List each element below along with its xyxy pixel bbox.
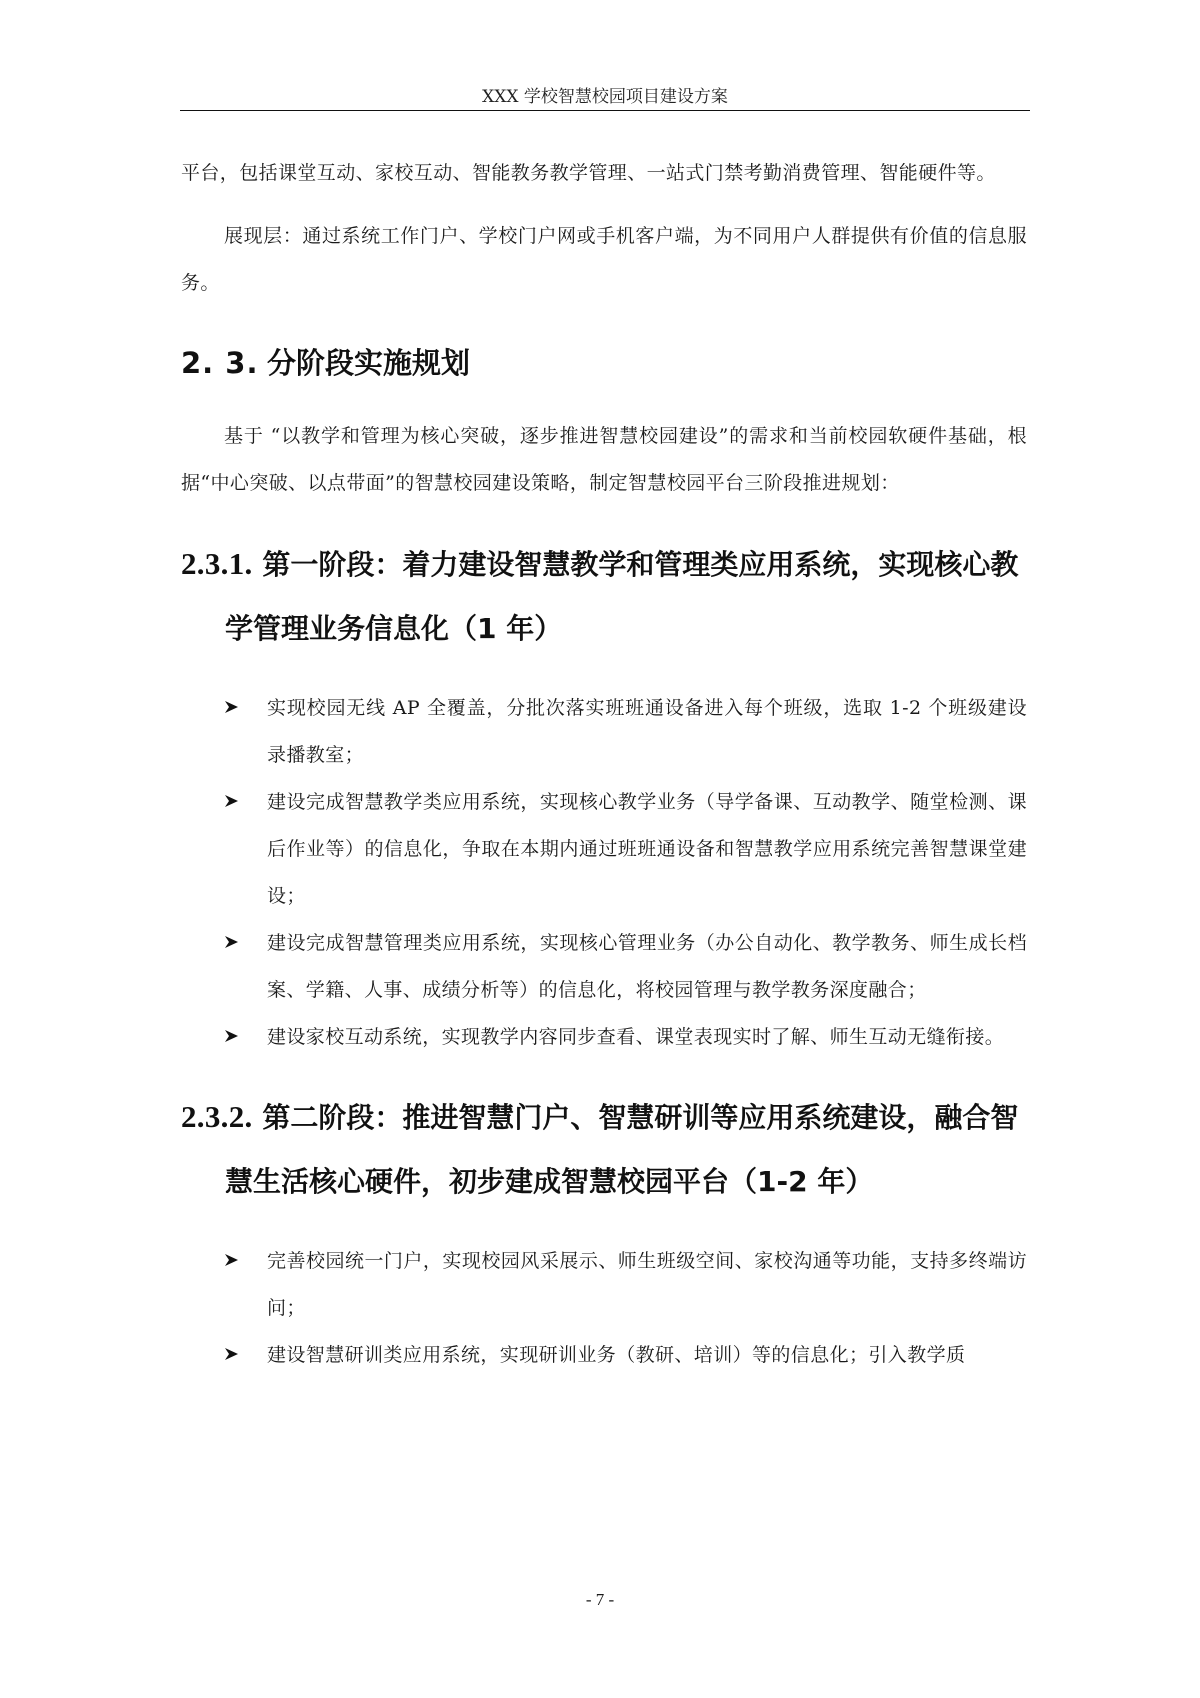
section-2-3-2-title: 第二阶段：推进智慧门户、智慧研训等应用系统建设，融合智慧生活核心硬件，初步建成智慧校园平台（1-2 年） <box>225 1101 1019 1198</box>
arrow-bullet-icon <box>181 920 267 1014</box>
intro-paragraph-2: 展现层：通过系统工作门户、学校门户网或手机客户端，为不同用户人群提供有价值的信息服务。 <box>181 225 1027 294</box>
page-content <box>181 150 1027 1379</box>
arrow-bullet-icon <box>181 779 267 920</box>
phase-1-list <box>181 685 1027 1061</box>
list-item: 建设智慧研训类应用系统，实现研训业务（教研、培训）等的信息化；引入教学质 <box>181 1332 1027 1379</box>
list-item: 建设家校互动系统，实现教学内容同步查看、课堂表现实时了解、师生互动无缝衔接。 <box>181 1014 1027 1061</box>
intro-paragraph-1: 平台，包括课堂互动、家校互动、智能教务教学管理、一站式门禁考勤消费管理、智能硬件等。 <box>181 162 996 184</box>
section-2-3-1-title: 第一阶段：着力建设智慧教学和管理类应用系统，实现核心教学管理业务信息化（1 年） <box>225 548 1019 645</box>
section-2-3-title: 分阶段实施规划 <box>267 346 471 380</box>
page-number: - 7 - <box>585 1590 615 1609</box>
arrow-bullet-icon <box>181 1332 267 1379</box>
section-2-3-1-heading <box>181 532 1027 661</box>
arrow-bullet-icon <box>181 1014 267 1061</box>
phase-2-list <box>181 1238 1027 1379</box>
list-item: 实现校园无线 AP 全覆盖，分批次落实班班通设备进入每个班级，选取 1-2 个班级建设录播教室； <box>181 685 1027 779</box>
header-rule <box>180 110 1030 111</box>
list-item: 建设完成智慧管理类应用系统，实现核心管理业务（办公自动化、教学教务、师生成长档案、学籍、人事、成绩分析等）的信息化，将校园管理与教学教务深度融合； <box>181 920 1027 1014</box>
section-2-3-heading <box>181 341 1027 385</box>
section-2-3-2-heading <box>181 1085 1027 1214</box>
section-2-3-1-number: 2.3.1. <box>181 546 253 581</box>
section-2-3-body: 基于 “以教学和管理为核心突破，逐步推进智慧校园建设”的需求和当前校园软硬件基础，根据“中心突破、以点带面”的智慧校园建设策略，制定智慧校园平台三阶段推进规划： <box>181 425 1027 494</box>
section-2-3-2-number: 2.3.2. <box>181 1099 253 1134</box>
section-2-3-number: 2. 3. <box>181 346 259 380</box>
arrow-bullet-icon <box>181 1238 267 1332</box>
arrow-bullet-icon <box>181 685 267 779</box>
running-header: XXX 学校智慧校园项目建设方案 <box>482 87 728 107</box>
list-item: 完善校园统一门户，实现校园风采展示、师生班级空间、家校沟通等功能，支持多终端访问； <box>181 1238 1027 1332</box>
list-item: 建设完成智慧教学类应用系统，实现核心教学业务（导学备课、互动教学、随堂检测、课后作业等）的信息化，争取在本期内通过班班通设备和智慧教学应用系统完善智慧课堂建设； <box>181 779 1027 920</box>
